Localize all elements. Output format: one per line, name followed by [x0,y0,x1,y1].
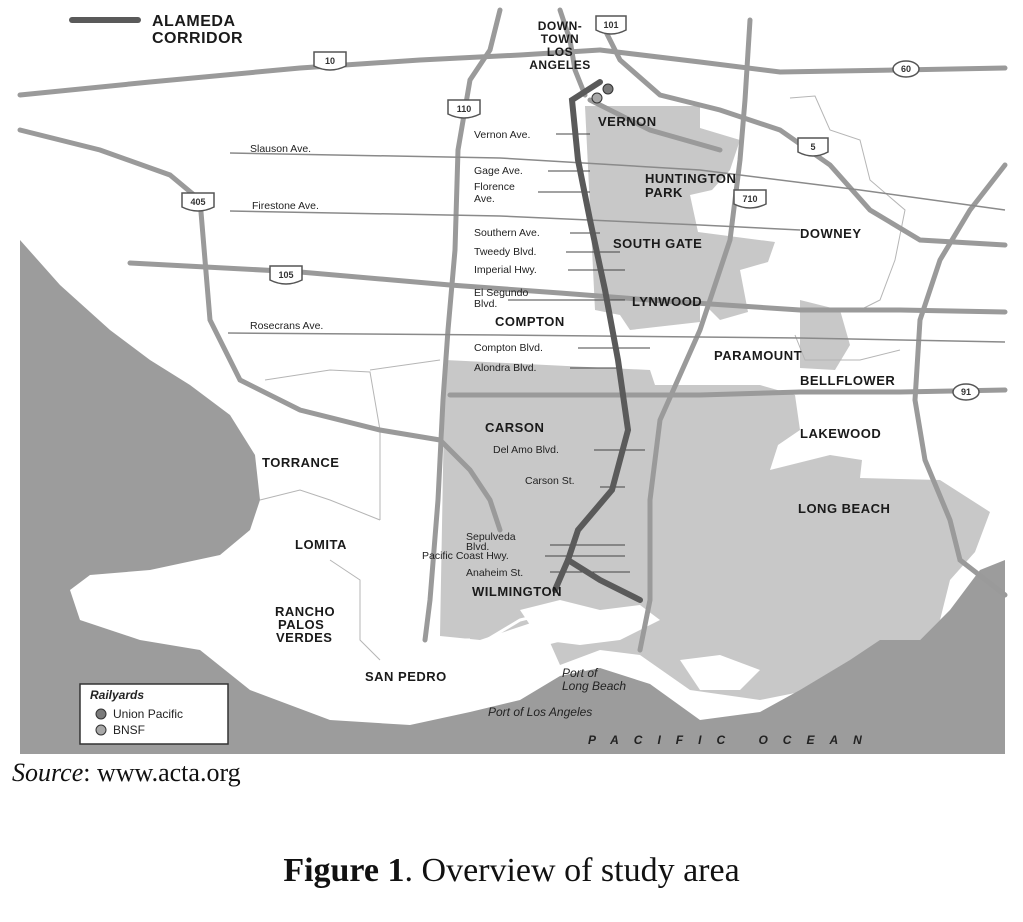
shield-i405-icon [182,193,214,211]
city-rancho-2: PALOS [278,617,325,632]
street-southern-ave: Southern Ave. [474,227,540,239]
shield-sr91-icon [953,384,979,400]
city-south-gate: SOUTH GATE [613,236,703,251]
figure-label: Figure 1 [283,852,405,889]
shield-sr60-label: 60 [900,64,912,74]
street-imperial-hwy: Imperial Hwy. [474,264,537,276]
city-downey: DOWNEY [800,226,862,241]
street-del-amo-blvd: Del Amo Blvd. [493,444,559,456]
railyards-legend [80,684,228,744]
shield-i5-label: 5 [810,142,816,152]
railyards-legend-item-1: BNSF [113,723,146,737]
shield-us101-label: 101 [603,20,619,30]
corridor-legend-title-line1: ALAMEDA [152,13,236,30]
svg-text:LOS: LOS [546,45,574,59]
bnsf-swatch-icon [96,725,106,735]
svg-text:ANGELES: ANGELES [529,58,591,72]
shield-i10-icon [314,52,346,70]
street-sepulveda-2: Blvd. [466,541,490,553]
street-pch: Pacific Coast Hwy. [422,550,509,562]
city-vernon: VERNON [598,114,657,129]
figure-caption-text: . Overview of study area [404,852,740,889]
street-tweedy-blvd: Tweedy Blvd. [474,246,537,258]
port-long-beach-line2: Long Beach [562,679,627,693]
city-torrance: TORRANCE [262,455,340,470]
railyards-legend-title: Railyards [90,688,145,702]
street-rosecrans-ave: Rosecrans Ave. [250,320,324,332]
city-paramount: PARAMOUNT [714,348,803,363]
street-firestone-ave: Firestone Ave. [252,200,319,212]
city-long-beach: LONG BEACH [798,501,891,516]
street-alondra-blvd: Alondra Blvd. [474,362,537,374]
city-bellflower: BELLFLOWER [800,373,896,388]
shield-i110-icon [448,100,480,118]
shield-us101-icon [596,16,626,34]
street-carson-st: Carson St. [525,475,575,487]
shield-i405-label: 405 [190,197,206,207]
pacific-ocean-label: PACIFIC OCEAN [588,733,877,747]
city-lynwood: LYNWOOD [632,294,703,309]
street-florence-2: Ave. [474,193,495,205]
shield-i10-label: 10 [324,56,336,66]
street-gage-ave: Gage Ave. [474,165,523,177]
shield-i110-label: 110 [456,104,472,114]
shield-sr91-label: 91 [960,387,972,397]
city-wilmington: WILMINGTON [472,584,562,599]
union-pacific-swatch-icon [96,709,106,719]
port-los-angeles: Port of Los Angeles [488,705,593,719]
source-text: : www.acta.org [83,758,241,787]
railyard-bnsf [592,93,602,103]
city-huntington-park-1: HUNTINGTON [645,171,737,186]
street-sepulveda-1: Sepulveda [466,531,516,543]
railyards-legend-item-0: Union Pacific [113,707,184,721]
shield-i105-label: 105 [278,270,294,280]
city-rancho-3: VERDES [276,630,333,645]
corridor-legend-title-line2: CORRIDOR [152,30,244,47]
city-san-pedro: SAN PEDRO [365,669,447,684]
svg-text:DOWN-: DOWN- [537,19,583,33]
svg-text:TOWN: TOWN [540,32,580,46]
street-slauson-ave: Slauson Ave. [250,143,312,155]
shield-i5-icon [798,138,828,156]
shield-i105-icon [270,266,302,284]
shield-i710-label: 710 [742,194,758,204]
street-florence-1: Florence [474,181,515,193]
city-carson: CARSON [485,420,545,435]
city-lomita: LOMITA [295,537,347,552]
source-note [12,758,241,788]
street-anaheim-st: Anaheim St. [466,567,524,579]
shield-i710-icon [734,190,766,208]
source-label: Source [12,758,84,787]
city-compton: COMPTON [495,314,565,329]
street-el-segundo-2: Blvd. [474,298,498,310]
shield-sr60-icon [893,61,919,77]
street-vernon-ave: Vernon Ave. [474,129,531,141]
railyard-union-pacific [603,84,613,94]
figure-caption [0,852,1023,890]
port-long-beach-line1: Port of [562,666,598,680]
city-huntington-park-2: PARK [645,185,683,200]
city-rancho-1: RANCHO [275,604,336,619]
city-lakewood: LAKEWOOD [800,426,882,441]
street-compton-blvd: Compton Blvd. [474,342,543,354]
street-el-segundo-1: El Segundo [474,287,529,299]
